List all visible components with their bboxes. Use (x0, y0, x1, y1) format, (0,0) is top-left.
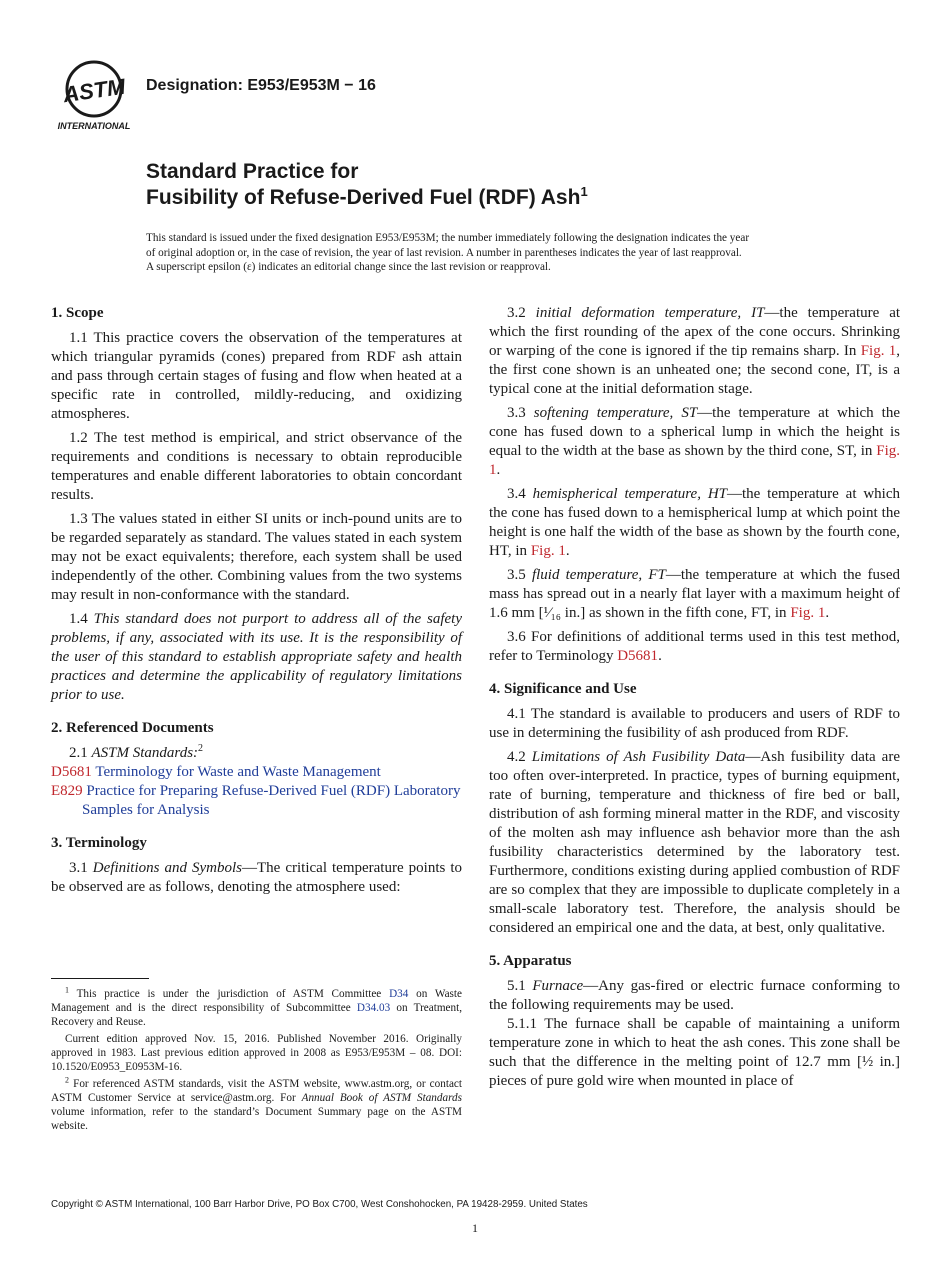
figure-link[interactable]: Fig. 1 (489, 443, 900, 478)
section-heading-terminology: 3. Terminology (51, 835, 147, 851)
paragraph-3-2: 3.2 initial deformation temperature, IT—the temperature at which the first rounding of the apex of the cone occurs. Shrinking or warping of the cone is ignored if the tip remains sharp. In Fig. 1, the first cone shown is an unheated one; the second cone, IT, is a typical cone at the initial deformation stage. (489, 305, 901, 397)
paragraph-1-2: 1.2 The test method is empirical, and strict observance of the requirements and conditions is necessary to obtain reproducible temperatures and enable different laboratories to obtain concordant results. (51, 430, 462, 503)
right-column (489, 304, 900, 1096)
footnote-link-d34-03[interactable]: D34.03 (356, 1002, 391, 1014)
paragraph-5-1-1: 5.1.1 The furnace shall be capable of maintaining a uniform temperature zone in which to heat the ash cones. This zone shall be such that the difference in the melting point of 12.7 mm [½ in.] pieces of pure gold wire when mounted in place of (489, 1016, 900, 1089)
terminology-link-d5681[interactable]: D5681 (617, 648, 659, 664)
footnotes (51, 987, 462, 1136)
notice-line-2: of original adoption or, in the case of revision, the year of last revision. A number in parentheses indicates the year of last reapproval. (146, 246, 742, 259)
paragraph-2-1: 2.1 ASTM Standards:$^2$ (69, 743, 204, 761)
footnote-divider (51, 978, 149, 979)
logo-text: ASTM (61, 73, 127, 108)
paragraph-1-3: 1.3 The values stated in either SI units or inch-pound units are to be regarded separately as standard. The values stated in each system may not be exact equivalents; therefore, each system shall be used independently of the other. Combining values from the two systems may result in non-conformance with the standard. (51, 511, 462, 603)
section-heading-referenced-documents: 2. Referenced Documents (51, 720, 214, 736)
section-heading-significance: 4. Significance and Use (489, 681, 637, 697)
paragraph-3-1: 3.1 Definitions and Symbols—The critical temperature points to be observed are as follows, denoting the atmosphere used: (51, 860, 463, 895)
logo-subtext: INTERNATIONAL (57, 121, 131, 131)
notice-line-3: A superscript epsilon (ε) indicates an editorial change since the last revision or reapproval. (146, 261, 551, 274)
title-line-2: Fusibility of Refuse-Derived Fuel (RDF) Ash (146, 186, 581, 209)
reference-code-link[interactable]: E829 (51, 783, 83, 799)
paragraph-3-4: 3.4 hemispherical temperature, HT—the temperature at which the cone has fused down to a hemispherical lump at which point the height is one half the width of the base as shown by the fourth cone, HT, in Fig. 1. (489, 486, 901, 559)
astm-logo (52, 58, 136, 132)
footnote-1: $^1$ This practice is under the jurisdiction of ASTM Committee D34 on Waste Management and is the direct responsibility of Subcommittee D34.03 on Treatment, Recovery and Reuse. (51, 985, 463, 1028)
copyright-notice: Copyright © ASTM International, 100 Barr Harbor Drive, PO Box C700, West Conshohocken, PA 19428-2959. United States (51, 1199, 588, 1210)
title-footnote-mark: 1 (580, 184, 588, 199)
paragraph-1-4: 1.4 This standard does not purport to address all of the safety problems, if any, associated with its use. It is the responsibility of the user of this standard to establish appropriate safety and health practices and determine the applicability of regulatory limitations prior to use. (51, 611, 463, 703)
document-title (146, 159, 588, 211)
reference-code-link[interactable]: D5681 (51, 764, 92, 780)
figure-link[interactable]: Fig. 1 (860, 343, 897, 359)
paragraph-3-6: 3.6 For definitions of additional terms used in this test method, refer to Terminology D5681. (489, 629, 900, 664)
figure-link[interactable]: Fig. 1 (790, 605, 826, 621)
paragraph-1-1: 1.1 This practice covers the observation of the temperatures at which triangular pyramids (cones) prepared from RDF ash attain and pass through certain stages of fusing and flow when heated at a specific rate in controlled, mildly-reducing, and oxidizing atmospheres. (51, 330, 462, 422)
reference-item-e829 (51, 782, 462, 820)
page-number: 1 (472, 1221, 478, 1235)
designation: Designation: E953/E953M − 16 (146, 77, 376, 94)
footnote-1-edition: Current edition approved Nov. 15, 2016. Published November 2016. Originally approved in 1983. Last previous edition approved in 2008 as E953/E953M – 08. DOI: 10.1520/E0953_E0953M-16. (51, 1033, 462, 1073)
paragraph-3-5: 3.5 fluid temperature, FT—the temperature at which the fused mass has spread out in a nearly flat layer with a maximum height of 1.6 mm [¹⁄₁₆ in.] as shown in the fifth cone, FT, in Fig. 1. (489, 567, 900, 621)
paragraph-3-3: 3.3 softening temperature, ST—the temperature at which the cone has fused down to a spherical lump in which the height is equal to the width at the base as shown by the third cone, ST, in Fig. 1. (489, 405, 901, 478)
section-heading-scope: 1. Scope (51, 305, 104, 321)
section-heading-apparatus: 5. Apparatus (489, 953, 572, 969)
paragraph-4-2: 4.2 Limitations of Ash Fusibility Data—Ash fusibility data are too often over-interpreted. In practice, types of burning equipment, rate of burning, temperature and thickness of fire bed or ball, distribution of ash forming mineral matter in the RDF, and viscosity of the molten ash may influence ash behavior more than the ash fusibility characteristics determined by the laboratory test. Furthermore, conditions existing during applied combustion of RDF are so complex that they are impossible to duplicate completely in a small-scale laboratory test. Therefore, the analysis should be considered an empirical one and the data, at best, only qualitative. (489, 749, 900, 936)
reference-title-link[interactable]: Terminology for Waste and Waste Management (95, 764, 381, 780)
paragraph-4-1: 4.1 The standard is available to producers and users of RDF to use in determining the fusibility of ash produced from RDF. (489, 706, 900, 741)
figure-link[interactable]: Fig. 1 (530, 543, 566, 559)
notice-line-1: This standard is issued under the fixed designation E953/E953M; the number immediately following the designation indicates the year (146, 232, 750, 244)
paragraph-5-1: 5.1 Furnace—Any gas-fired or electric furnace conforming to the following requirements may be used. (489, 978, 900, 1013)
left-column (51, 304, 462, 902)
title-line-1: Standard Practice for (146, 160, 359, 183)
footnote-link-d34[interactable]: D34 (389, 988, 409, 1000)
reference-title-link[interactable]: Practice for Preparing Refuse-Derived Fuel (RDF) Laboratory Samples for Analysis (82, 783, 461, 818)
reference-item-d5681 (51, 763, 462, 782)
footnote-2: $^2$ For referenced ASTM standards, visit the ASTM website, www.astm.org, or contact ASTM Customer Service at service@astm.org. For Annual Book of ASTM Standards volume information, refer to the standard’s Document Summary page on the ASTM website. (51, 1075, 462, 1132)
standard-notice (146, 231, 816, 275)
